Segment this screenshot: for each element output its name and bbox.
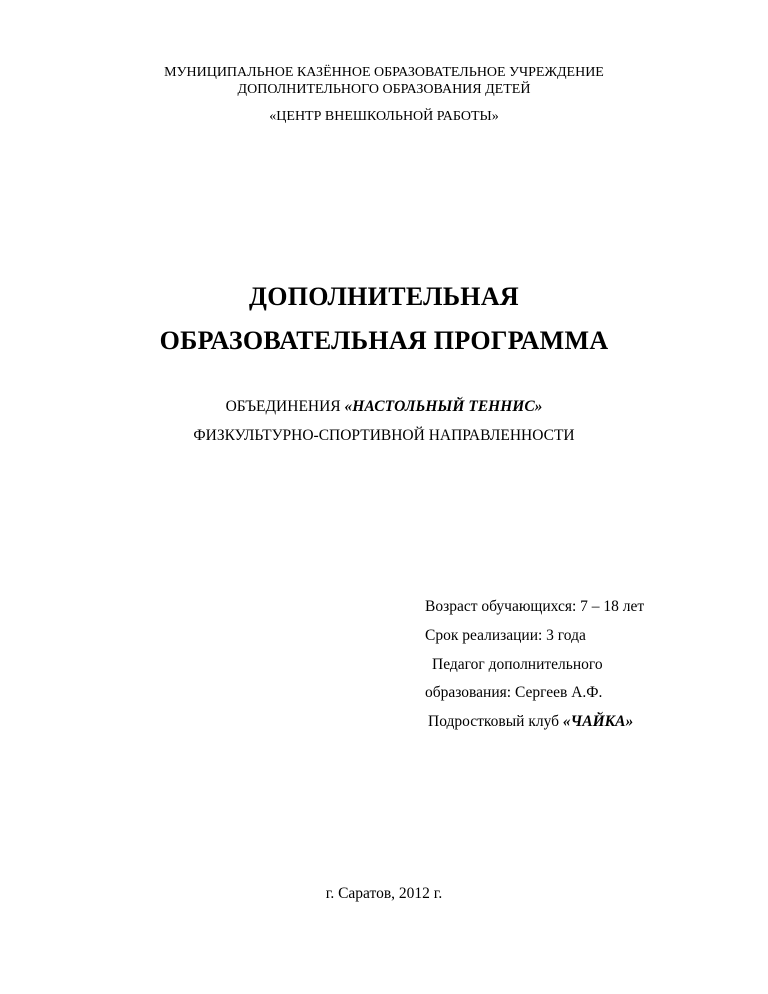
- info-club: [428, 713, 633, 731]
- info-term: Срок реализации: 3 года: [425, 627, 586, 644]
- info-age: Возраст обучающихся: 7 – 18 лет: [425, 598, 645, 615]
- title-line2: ОБРАЗОВАТЕЛЬНАЯ ПРОГРАММА: [159, 326, 609, 355]
- subtitle-direction: ФИЗКУЛЬТУРНО-СПОРТИВНОЙ НАПРАВЛЕННОСТИ: [193, 427, 575, 444]
- subtitle-quote-close: »: [534, 398, 543, 415]
- header-institution-line1: МУНИЦИПАЛЬНОЕ КАЗЁННОЕ ОБРАЗОВАТЕЛЬНОЕ УЧРЕЖДЕНИЕ: [164, 65, 604, 80]
- header-institution-line2: ДОПОЛНИТЕЛЬНОГО ОБРАЗОВАНИЯ ДЕТЕЙ: [237, 82, 531, 97]
- info-club-prefix: Подростковый клуб: [428, 713, 563, 730]
- subtitle-program-name: НАСТОЛЬНЫЙ ТЕННИС: [352, 398, 535, 415]
- info-teacher-line1: Педагог дополнительного: [432, 656, 603, 673]
- info-club-name: «ЧАЙКА»: [562, 713, 634, 730]
- info-teacher-line2: образования: Сергеев А.Ф.: [425, 684, 603, 701]
- subtitle-association: [0, 398, 768, 416]
- subtitle-prefix: ОБЪЕДИНЕНИЯ: [225, 398, 345, 415]
- subtitle-quote-open: «: [344, 398, 353, 415]
- title-line1: ДОПОЛНИТЕЛЬНАЯ: [249, 282, 519, 311]
- header-institution-name: «ЦЕНТР ВНЕШКОЛЬНОЙ РАБОТЫ»: [269, 109, 499, 124]
- footer-city-year: г. Саратов, 2012 г.: [325, 885, 443, 902]
